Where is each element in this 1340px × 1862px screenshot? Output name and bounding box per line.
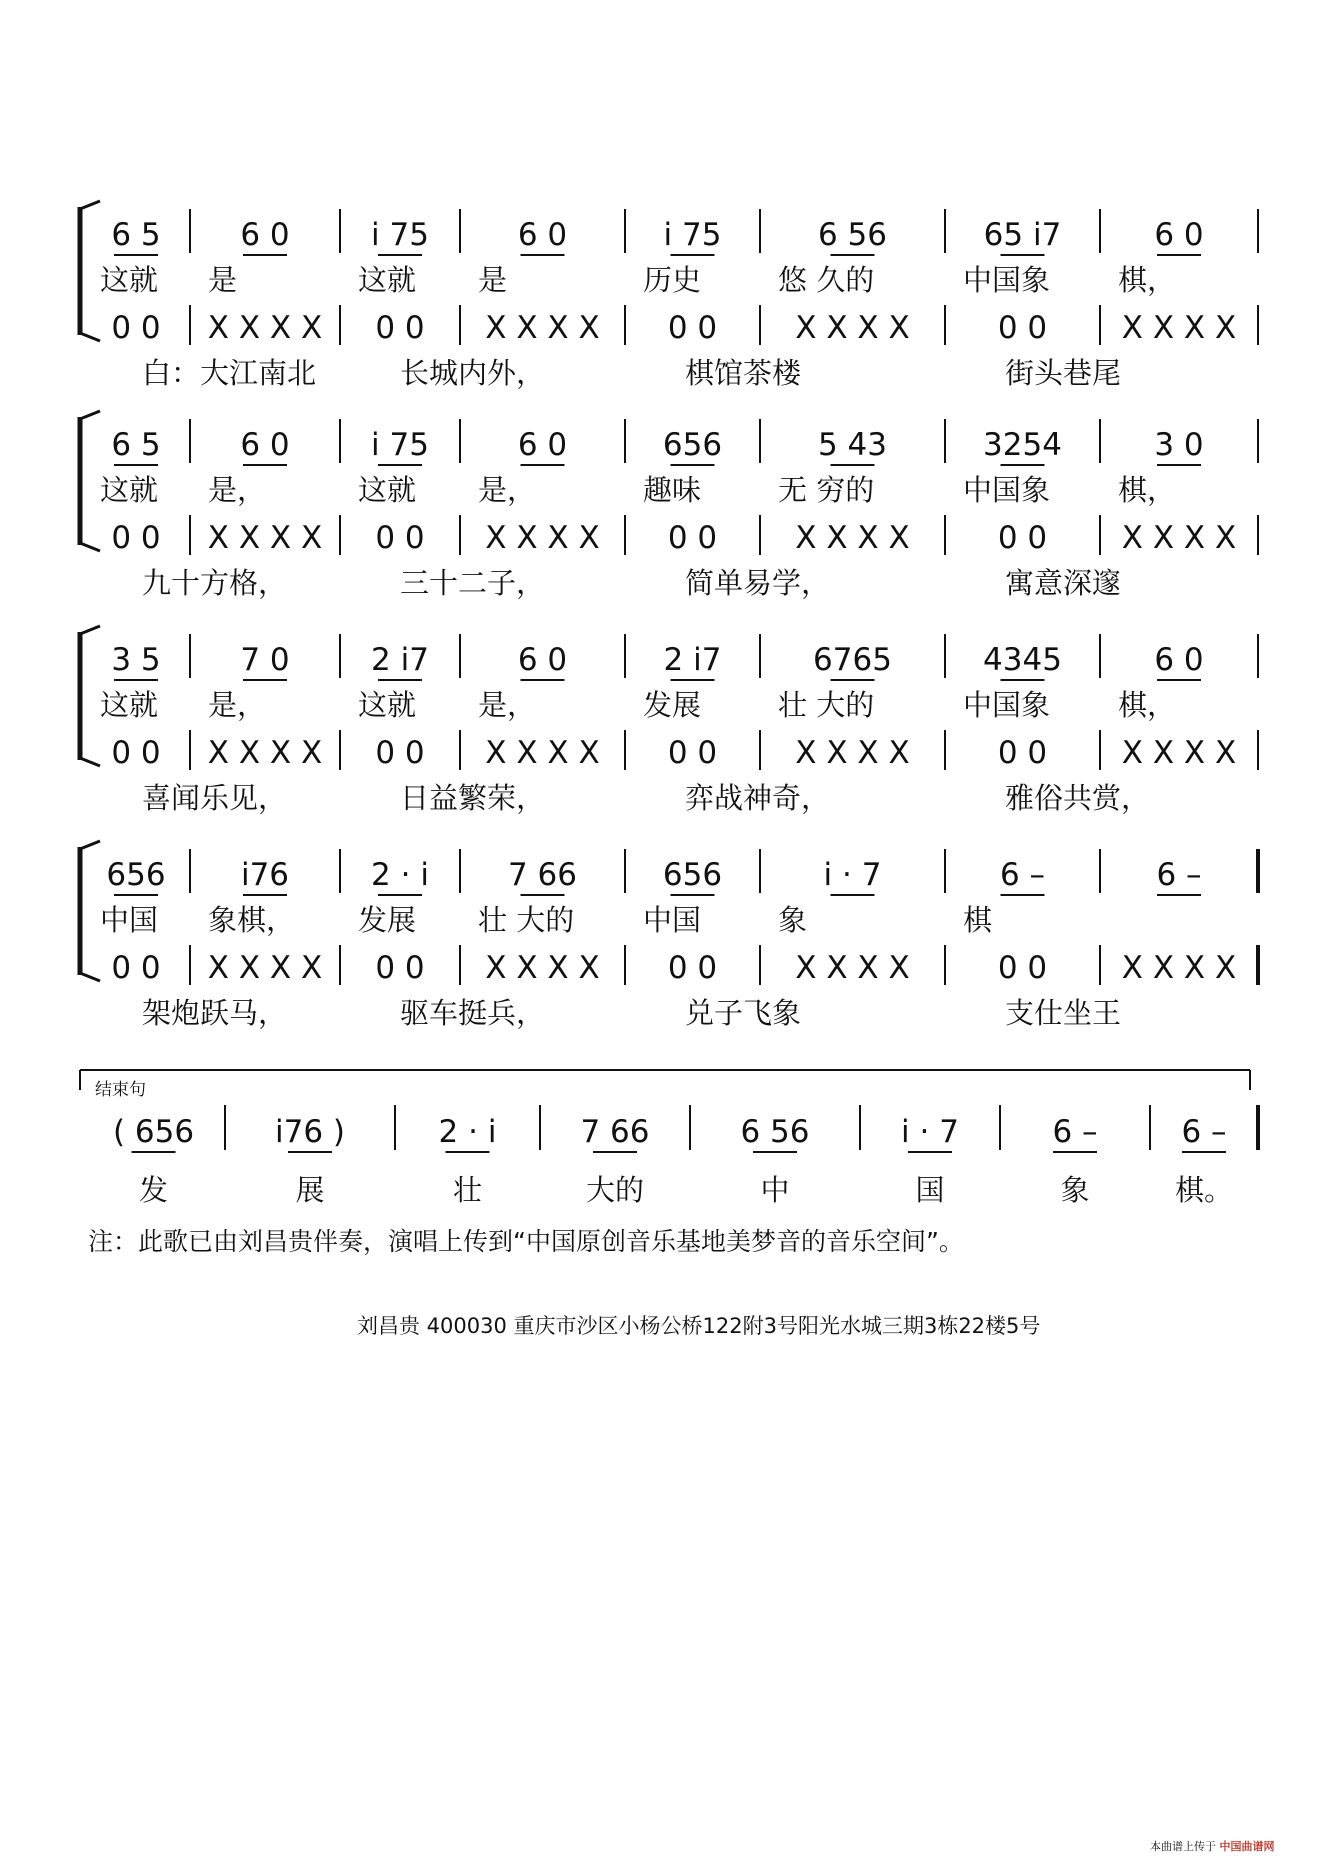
ending-melody-measure: i · 7 — [901, 1114, 959, 1150]
speech-text: 街头巷尾 — [1005, 356, 1122, 390]
speech-text: 九十方格， — [142, 566, 288, 600]
melody-measure: 6765 — [813, 642, 892, 678]
ending-layer — [80, 1070, 1258, 1207]
speech-text: 支仕坐王 — [1005, 996, 1122, 1030]
speech-text: 长城内外， — [400, 356, 546, 390]
melody-measure: 65 i7 — [983, 217, 1062, 253]
melody-measure: 6 5 — [111, 427, 161, 463]
melody-measure: i 75 — [371, 217, 429, 253]
rhythm-measure: 0 0 — [111, 310, 161, 346]
lyric-syllable: 这就 — [358, 688, 417, 722]
ending-melody-measure: 2 · i — [438, 1114, 497, 1150]
lyric-syllable: 发展 — [358, 903, 417, 937]
melody-measure: 4345 — [983, 642, 1062, 678]
speech-text: 雅俗共赏， — [1005, 781, 1151, 815]
ending-lyric: 发 — [138, 1173, 169, 1207]
speech-text: 驱车挺兵， — [400, 996, 546, 1030]
ending-lyric: 象 — [1060, 1173, 1090, 1207]
rhythm-measure: 0 0 — [667, 310, 718, 346]
lyric-syllable: 历史 — [643, 263, 702, 297]
rhythm-measure: X X X X — [485, 520, 600, 556]
ending-system — [80, 1070, 1258, 1207]
lyric-syllable: 是， — [478, 473, 537, 507]
speech-text: 弈战神奇， — [685, 781, 831, 815]
rhythm-measure: X X X X — [795, 310, 910, 346]
melody-measure: 6 0 — [517, 642, 568, 678]
lyric-syllable: 是 — [208, 263, 238, 297]
speech-text: 兑子飞象 — [685, 996, 802, 1030]
lyric-syllable: 壮 大的 — [778, 688, 875, 722]
speech-text: 白：大江南北 — [142, 356, 317, 390]
speech-text: 日益繁荣， — [400, 781, 546, 815]
system-4 — [80, 841, 1258, 1030]
rhythm-measure: X X X X — [795, 950, 910, 986]
ending-melody-measure: i76 ) — [274, 1114, 346, 1150]
speech-text: 寓意深邃 — [1005, 566, 1122, 600]
rhythm-measure: X X X X — [207, 520, 323, 556]
ending-lyric: 壮 — [452, 1173, 483, 1207]
melody-measure: 6 0 — [240, 427, 290, 463]
ending-melody-measure: ( 656 — [112, 1114, 195, 1150]
rhythm-measure: 0 0 — [667, 520, 718, 556]
rhythm-measure: X X X X — [485, 950, 600, 986]
rhythm-measure: 0 0 — [111, 735, 161, 771]
ending-lyric: 中 — [760, 1173, 790, 1207]
rhythm-measure: X X X X — [485, 735, 600, 771]
ending-lyric: 国 — [915, 1173, 945, 1207]
melody-measure: 6 0 — [240, 217, 290, 253]
ending-label: 结束句 — [95, 1080, 146, 1100]
ending-lyric: 大的 — [585, 1173, 645, 1207]
melody-measure: 6 56 — [817, 217, 888, 253]
melody-measure: 656 — [106, 857, 166, 893]
rhythm-measure: 0 0 — [997, 520, 1048, 556]
rhythm-measure: 0 0 — [111, 950, 161, 986]
lyric-syllable: 悠 久的 — [778, 263, 875, 297]
rhythm-measure: X X X X — [207, 950, 323, 986]
lyric-syllable: 棋， — [1118, 263, 1177, 297]
bracket-hook-bottom — [80, 333, 100, 341]
melody-measure: 6 0 — [1154, 217, 1204, 253]
bracket-hook-bottom — [80, 543, 100, 551]
lyric-syllable: 是， — [208, 473, 267, 507]
rhythm-measure: 0 0 — [375, 310, 425, 346]
watermark-prefix: 本曲谱上传于 — [1150, 1840, 1216, 1853]
melody-measure: i76 — [240, 857, 290, 893]
lyric-syllable: 中国 — [643, 903, 702, 937]
lyric-syllable: 壮 大的 — [478, 903, 575, 937]
lyric-syllable: 这就 — [358, 473, 417, 507]
rhythm-measure: 0 0 — [375, 950, 425, 986]
lyric-syllable: 趣味 — [643, 473, 702, 507]
rhythm-measure: X X X X — [207, 310, 323, 346]
melody-measure: 656 — [662, 427, 723, 463]
lyric-syllable: 中国象 — [963, 263, 1051, 297]
watermark-site: 中国曲谱网 — [1219, 1840, 1275, 1853]
melody-measure: 6 0 — [1154, 642, 1204, 678]
rhythm-measure: X X X X — [795, 520, 910, 556]
lyric-syllable: 这就 — [100, 473, 159, 507]
ending-melody-measure: 7 66 — [580, 1114, 650, 1150]
rhythm-measure: X X X X — [1121, 310, 1237, 346]
bracket-hook-bottom — [80, 758, 100, 766]
melody-measure: i 75 — [663, 217, 722, 253]
speech-text: 架炮跃马， — [142, 996, 288, 1030]
rhythm-measure: 0 0 — [111, 520, 161, 556]
lyric-syllable: 中国象 — [963, 688, 1051, 722]
lyric-syllable: 象 — [778, 903, 808, 937]
melody-measure: 6 0 — [517, 427, 568, 463]
melody-measure: i · 7 — [823, 857, 882, 893]
melody-measure: 3 5 — [111, 642, 161, 678]
bracket-hook-top — [80, 841, 100, 849]
rhythm-measure: 0 0 — [375, 735, 425, 771]
melody-measure: i 75 — [371, 427, 429, 463]
ending-melody-measure: 6 56 — [740, 1114, 810, 1150]
melody-measure: 6 0 — [517, 217, 568, 253]
ending-melody-measure: 6 – — [1052, 1114, 1098, 1150]
lyric-syllable: 无 穷的 — [778, 473, 875, 507]
lyric-syllable: 棋 — [963, 903, 993, 937]
melody-measure: 3 0 — [1154, 427, 1204, 463]
ending-lyric: 棋。 — [1174, 1173, 1234, 1207]
rhythm-measure: X X X X — [207, 735, 323, 771]
speech-text: 棋馆茶楼 — [685, 356, 802, 390]
rhythm-measure: X X X X — [1121, 735, 1237, 771]
melody-measure: 5 43 — [817, 427, 888, 463]
system-3 — [80, 626, 1258, 815]
melody-measure: 2 i7 — [663, 642, 722, 678]
bracket-hook-bottom — [80, 973, 100, 981]
rhythm-measure: 0 0 — [667, 735, 718, 771]
lyric-syllable: 是， — [208, 688, 267, 722]
rhythm-measure: X X X X — [795, 735, 910, 771]
rhythm-measure: X X X X — [1121, 950, 1237, 986]
system-2 — [80, 411, 1258, 600]
lyric-syllable: 棋， — [1118, 473, 1177, 507]
melody-measure: 6 – — [999, 857, 1046, 893]
lyric-syllable: 象棋， — [208, 903, 296, 937]
melody-measure: 3254 — [983, 427, 1062, 463]
bracket-hook-top — [80, 411, 100, 419]
lyric-syllable: 这就 — [100, 263, 159, 297]
speech-text: 简单易学， — [685, 566, 831, 600]
bracket-hook-top — [80, 626, 100, 634]
ending-lyric: 展 — [295, 1173, 325, 1207]
melody-measure: 2 i7 — [371, 642, 429, 678]
rhythm-measure: X X X X — [485, 310, 600, 346]
lyric-syllable: 发展 — [643, 688, 702, 722]
rhythm-measure: 0 0 — [997, 950, 1048, 986]
lyric-syllable: 是， — [478, 688, 537, 722]
melody-measure: 7 0 — [240, 642, 290, 678]
bracket-hook-top — [80, 201, 100, 209]
melody-measure: 2 · i — [371, 857, 429, 893]
lyric-syllable: 中国 — [100, 903, 159, 937]
rhythm-measure: 0 0 — [997, 310, 1048, 346]
rhythm-measure: X X X X — [1121, 520, 1237, 556]
lyric-syllable: 中国象 — [963, 473, 1051, 507]
systems-layer — [80, 201, 1258, 1030]
lyric-syllable: 是 — [478, 263, 508, 297]
lyric-syllable: 棋， — [1118, 688, 1177, 722]
watermark — [1150, 1838, 1275, 1854]
melody-measure: 6 5 — [111, 217, 161, 253]
speech-text: 三十二子， — [400, 566, 546, 600]
melody-measure: 6 – — [1156, 857, 1202, 893]
rhythm-measure: 0 0 — [375, 520, 425, 556]
lyric-syllable: 这就 — [358, 263, 417, 297]
rhythm-measure: 0 0 — [997, 735, 1048, 771]
melody-measure: 7 66 — [507, 857, 578, 893]
system-1 — [80, 201, 1258, 390]
footer-address: 刘昌贵 400030 重庆市沙区小杨公桥122附3号阳光水城三期3栋22楼5号 — [357, 1314, 1041, 1338]
footer-note: 注：此歌已由刘昌贵伴奏，演唱上传到“中国原创音乐基地美梦音的音乐空间”。 — [88, 1227, 964, 1256]
rhythm-measure: 0 0 — [667, 950, 718, 986]
ending-melody-measure: 6 – — [1181, 1114, 1227, 1150]
speech-text: 喜闻乐见， — [142, 781, 288, 815]
lyric-syllable: 这就 — [100, 688, 159, 722]
melody-measure: 656 — [662, 857, 723, 893]
